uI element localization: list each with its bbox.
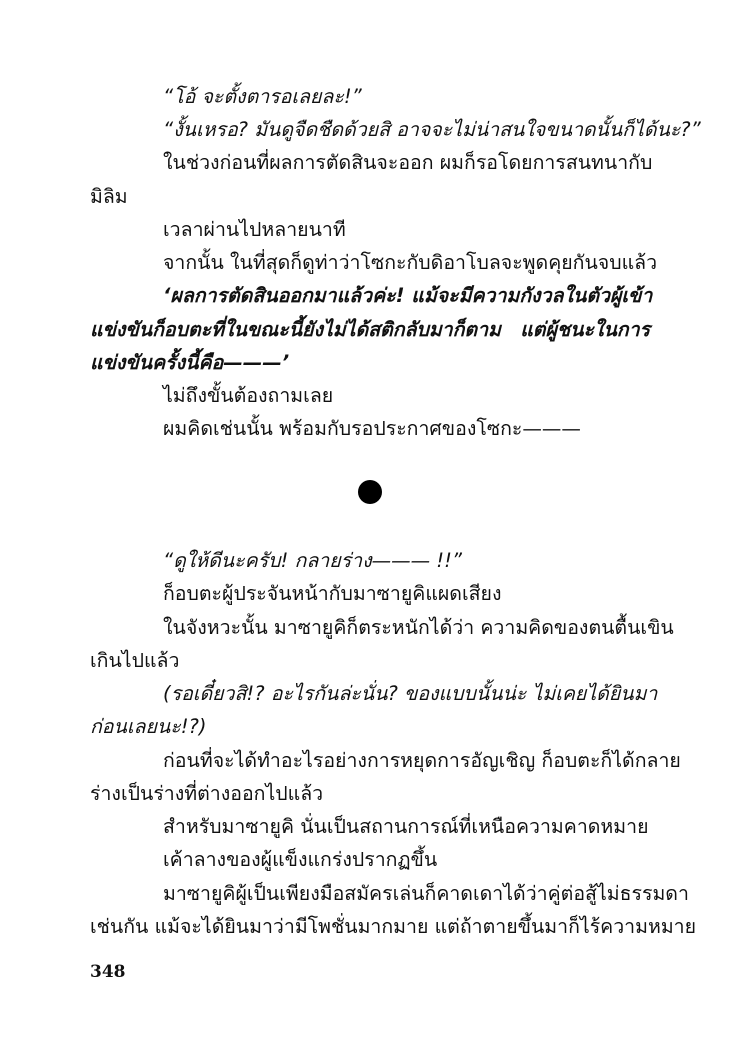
paragraph-line: มาซายูคิผู้เป็นเพียงมือสมัครเล่นก็คาดเดาได้ว่าคู่ต่อสู้ไม่ธรรมดา: [163, 882, 689, 905]
paragraph-line: เกินไปแล้ว: [90, 649, 180, 672]
announcement-line: แข่งขันครั้งนี้คือ———’: [90, 351, 290, 374]
dialogue-line: “โอ้ จะตั้งตารอเลยละ!”: [163, 85, 362, 108]
thought-line: ก่อนเลยนะ!?): [90, 715, 207, 738]
paragraph-line: ผมคิดเช่นนั้น พร้อมกับรอประกาศของโซกะ———: [163, 417, 581, 440]
thought-line: (รอเดี๋ยวสิ!? อะไรกันล่ะนั่น? ของแบบนั้นน่ะ ไม่เคยได้ยินมา: [163, 682, 658, 705]
page-number: 348: [90, 962, 126, 982]
dialogue-line: “ดูให้ดีนะครับ! กลายร่าง——— !!”: [163, 549, 463, 572]
announcement-line: ‘ผลการตัดสินออกมาแล้วค่ะ! แม้จะมีความกังวลในตัวผู้เข้า: [163, 284, 653, 307]
paragraph-line: ก่อนที่จะได้ทำอะไรอย่างการหยุดการอัญเชิญ ก็อบตะก็ได้กลาย: [163, 749, 681, 772]
announcement-line: แข่งขันก็อบตะที่ในขณะนี้ยังไม่ได้สติกลับมาก็ตาม แต่ผู้ชนะในการ: [90, 318, 650, 341]
paragraph-line: เช่นกัน แม้จะได้ยินมาว่ามีโพชั่นมากมาย แต่ถ้าตายขึ้นมาก็ไร้ความหมาย: [90, 915, 697, 938]
paragraph-line: ในช่วงก่อนที่ผลการตัดสินจะออก ผมก็รอโดยการสนทนากับ: [163, 151, 653, 174]
dialogue-line: “งั้นเหรอ? มันดูจืดชืดด้วยสิ อาจจะไม่น่าสนใจขนาดนั้นก็ได้นะ?”: [163, 118, 701, 141]
paragraph-line: จากนั้น ในที่สุดก็ดูท่าว่าโซกะกับดิอาโบลจะพูดคุยกันจบแล้ว: [163, 251, 658, 274]
paragraph-line: มิลิม: [90, 185, 128, 208]
paragraph-line: ในจังหวะนั้น มาซายูคิก็ตระหนักได้ว่า ความคิดของตนตื้นเขิน: [163, 616, 674, 639]
paragraph-line: ไม่ถึงขั้นต้องถามเลย: [163, 384, 334, 407]
paragraph-line: เค้าลางของผู้แข็งแกร่งปรากฏขึ้น: [163, 848, 438, 871]
paragraph-line: สำหรับมาซายูคิ นั่นเป็นสถานการณ์ที่เหนือความคาดหมาย: [163, 815, 649, 838]
paragraph-line: ก็อบตะผู้ประจันหน้ากับมาซายูคิแผดเสียง: [163, 582, 502, 605]
paragraph-line: เวลาผ่านไปหลายนาที: [163, 218, 346, 241]
section-break-dot: [358, 480, 382, 504]
paragraph-line: ร่างเป็นร่างที่ต่างออกไปแล้ว: [90, 782, 324, 805]
